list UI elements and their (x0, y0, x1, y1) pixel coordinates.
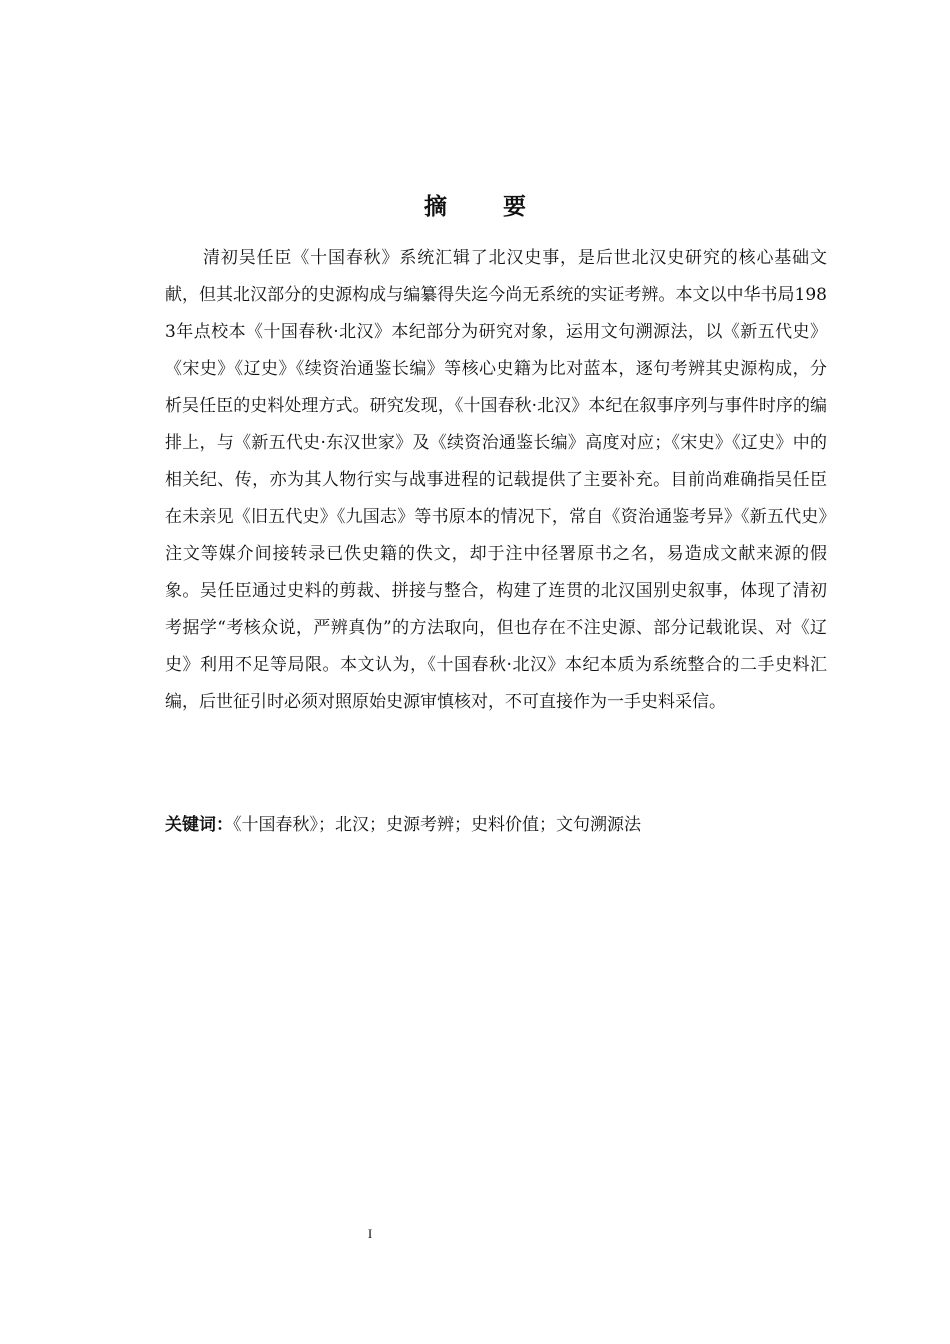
abstract-title: 摘 要 (423, 194, 550, 220)
keywords-label: 关键词： (165, 815, 233, 835)
page-number: I (367, 1226, 373, 1241)
keywords-text: 《十国春秋》；北汉；史源考辨；史料价值；文句溯源法 (233, 815, 641, 835)
abstract-body: 清初吴任臣《十国春秋》系统汇辑了北汉史事，是后世北汉史研究的核心基础文献，但其北汉部分的史源构成与编纂得失迄今尚无系统的实证考辨。本文以中华书局1983年点校本《十国春秋·北汉》本纪部分为研究对象，运用文句溯源法，以《新五代史》《宋史》《辽史》《续资治通鉴长编》等核心史籍为比对蓝本，逐句考辨其史源构成，分析吴任臣的史料处理方式。研究发现，《十国春秋·北汉》本纪在叙事序列与事件时序的编排上，与《新五代史·东汉世家》及《续资治通鉴长编》高度对应；《宋史》《辽史》中的相关纪、传，亦为其人物行实与战事进程的记载提供了主要补充。目前尚难确指吴任臣在未亲见《旧五代史》《九国志》等书原本的情况下，常自《资治通鉴考异》《新五代史》注文等媒介间接转录已佚史籍的佚文，却于注中径署原书之名，易造成文献来源的假象。吴任臣通过史料的剪裁、拼接与整合，构建了连贯的北汉国别史叙事，体现了清初考据学“考核众说，严辨真伪”的方法取向，但也存在不注史源、部分记载讹误、对《辽史》利用不足等局限。本文认为，《十国春秋·北汉》本纪本质为系统整合的二手史料汇编，后世征引时必须对照原始史源审慎核对，不可直接作为一手史料采信。 (165, 248, 827, 712)
keywords-line (165, 808, 827, 842)
